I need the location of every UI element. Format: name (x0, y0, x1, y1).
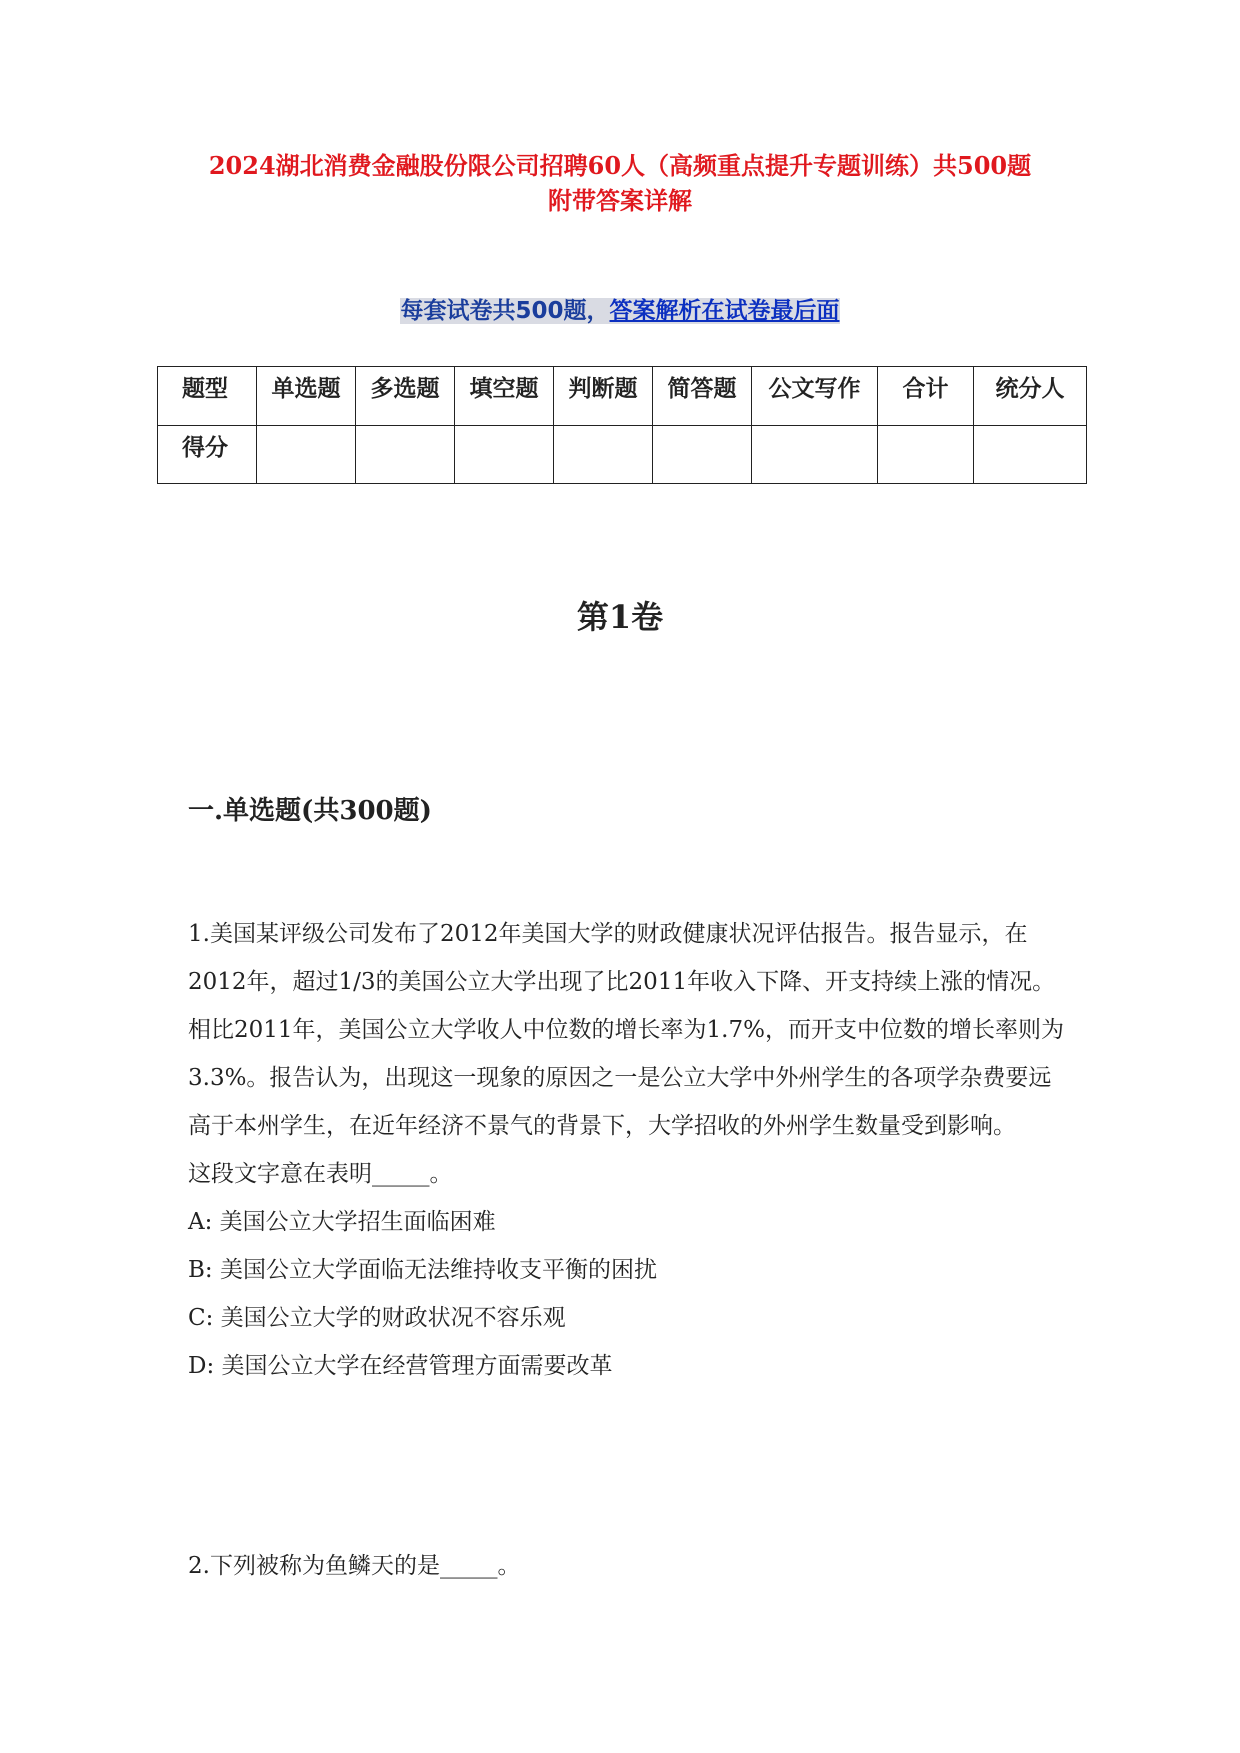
question-2-stem: 2.下列被称为鱼鳞天的是_____。 (188, 1553, 521, 1579)
header-cell-official-writing: 公文写作 (752, 367, 878, 426)
score-cell (878, 426, 974, 484)
header-cell-multi-choice: 多选题 (356, 367, 455, 426)
score-cell (356, 426, 455, 484)
score-cell (554, 426, 653, 484)
question-2 (188, 1542, 1068, 1590)
score-table-header-row (158, 367, 1087, 426)
question-1 (188, 910, 1068, 1390)
score-cell (752, 426, 878, 484)
score-row-label: 得分 (158, 426, 257, 484)
score-table (157, 366, 1087, 484)
header-cell-scorer: 统分人 (974, 367, 1087, 426)
header-cell-fill-blank: 填空题 (455, 367, 554, 426)
subtitle-prefix: 每套试卷共500题， (400, 298, 610, 324)
question-1-option-d: D: 美国公立大学在经营管理方面需要改革 (188, 1353, 613, 1379)
volume-title: 第1卷 (576, 598, 664, 636)
question-1-option-a: A: 美国公立大学招生面临困难 (188, 1209, 496, 1235)
question-1-prompt: 这段文字意在表明_____。 (188, 1161, 453, 1187)
score-cell (455, 426, 554, 484)
score-table-score-row (158, 426, 1087, 484)
header-cell-true-false: 判断题 (554, 367, 653, 426)
title-line-1: 2024湖北消费金融股份限公司招聘60人（高频重点提升专题训练）共500题 (208, 151, 1032, 180)
header-cell-type: 题型 (158, 367, 257, 426)
score-cell (257, 426, 356, 484)
title-line-2: 附带答案详解 (548, 186, 692, 215)
question-1-option-c: C: 美国公立大学的财政状况不容乐观 (188, 1305, 566, 1331)
question-1-stem: 1.美国某评级公司发布了2012年美国大学的财政健康状况评估报告。报告显示，在2012年，超过1/3的美国公立大学出现了比2011年收入下降、开支持续上涨的情况。相比2011年，美国公立大学收人中位数的增长率为1.7%，而开支中位数的增长率则为3.3%。报告认为，出现这一现象的原因之一是公立大学中外州学生的各项学杂费要远高于本州学生，在近年经济不景气的背景下，大学招收的外州学生数量受到影响。 (188, 921, 1064, 1139)
header-cell-short-answer: 简答题 (653, 367, 752, 426)
score-cell (974, 426, 1087, 484)
question-1-option-b: B: 美国公立大学面临无法维持收支平衡的困扰 (188, 1257, 657, 1283)
answer-location-link[interactable]: 答案解析在试卷最后面 (609, 298, 840, 324)
header-cell-single-choice: 单选题 (257, 367, 356, 426)
subtitle (0, 292, 1240, 325)
document-title (120, 148, 1120, 218)
section-title: 一.单选题(共300题) (188, 796, 432, 826)
score-cell (653, 426, 752, 484)
header-cell-total: 合计 (878, 367, 974, 426)
